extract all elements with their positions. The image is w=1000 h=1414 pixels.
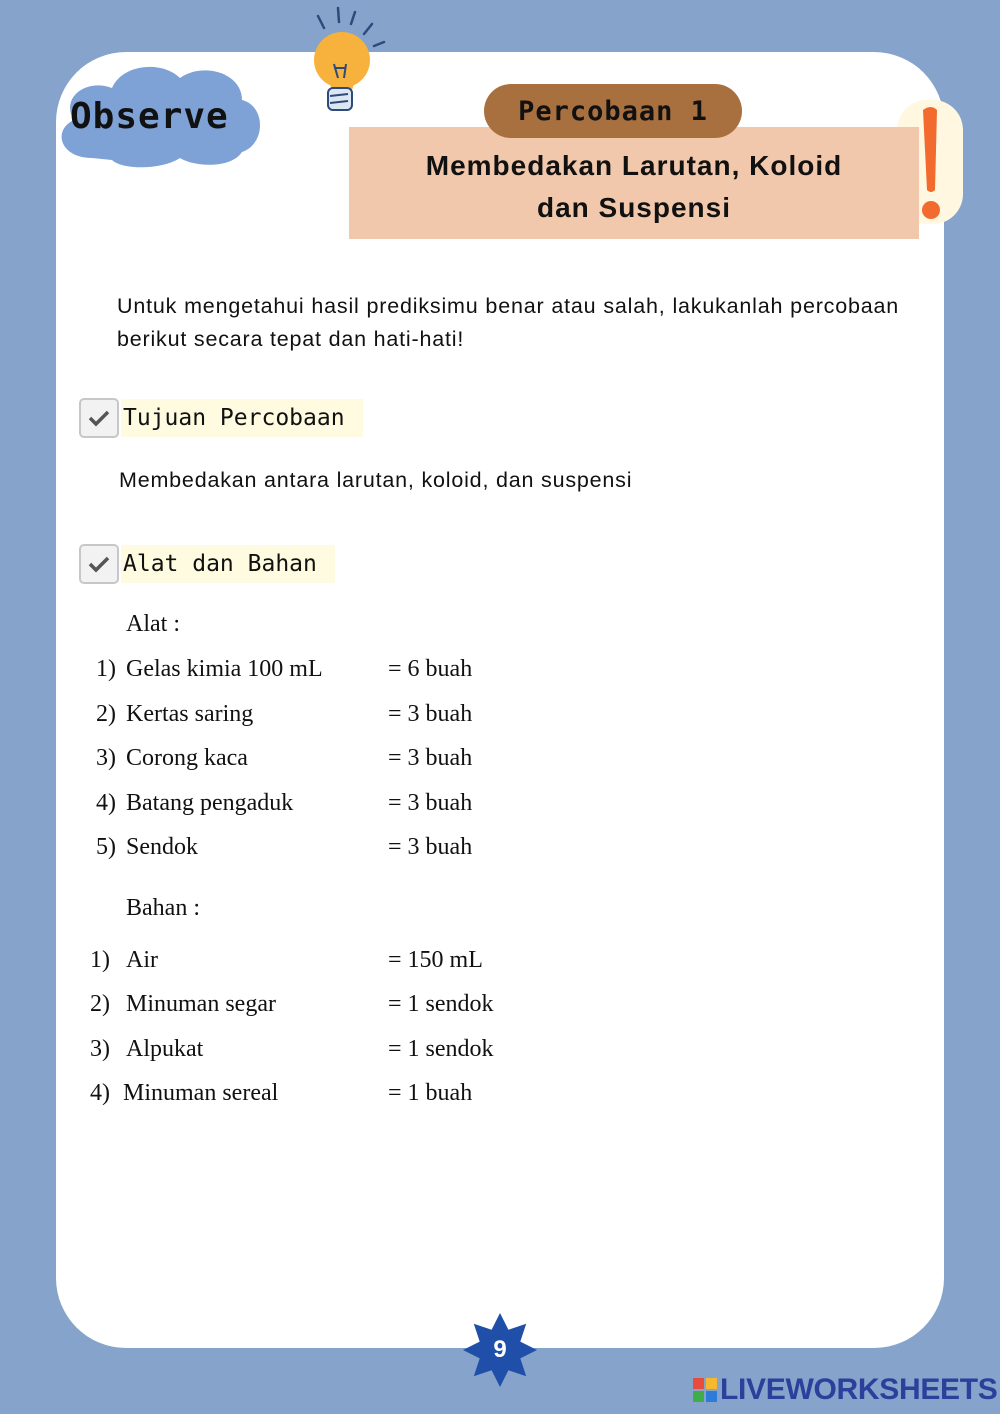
item-quantity: = 3 buah [388, 790, 473, 816]
item-number: 1) [90, 947, 110, 973]
item-name: Corong kaca [126, 745, 248, 771]
item-name: Kertas saring [126, 701, 254, 727]
checkmark-icon [79, 544, 119, 584]
item-name: Minuman segar [126, 991, 276, 1017]
item-number: 2) [96, 701, 116, 727]
item-name: Alpukat [126, 1036, 204, 1062]
item-number: 4) [90, 1080, 110, 1106]
materials-section-heading [79, 545, 335, 583]
ingredients-title: Bahan : [126, 895, 200, 921]
liveworksheets-watermark [693, 1372, 998, 1408]
page-number: 9 [493, 1336, 507, 1363]
watermark-text: LIVEWORKSHEETS [720, 1373, 998, 1406]
item-name: Sendok [126, 834, 198, 860]
item-quantity: = 3 buah [388, 834, 473, 860]
tools-title: Alat : [126, 611, 180, 637]
observe-badge: Observe [70, 96, 229, 137]
worksheet-page [56, 52, 944, 1348]
item-quantity: = 1 sendok [388, 1036, 494, 1062]
item-quantity: = 3 buah [388, 701, 473, 727]
item-number: 1) [96, 656, 116, 682]
aim-heading: Tujuan Percobaan [121, 399, 363, 437]
item-quantity: = 1 buah [388, 1080, 473, 1106]
aim-text: Membedakan antara larutan, koloid, dan suspensi [119, 468, 633, 492]
item-quantity: = 150 mL [388, 947, 483, 973]
materials-heading: Alat dan Bahan [121, 545, 335, 583]
item-quantity: = 6 buah [388, 656, 473, 682]
item-number: 5) [96, 834, 116, 860]
item-name: Air [126, 947, 158, 973]
item-name: Batang pengaduk [126, 790, 294, 816]
item-name: Minuman sereal [123, 1080, 279, 1106]
title-line-1: Membedakan Larutan, Koloid [425, 150, 843, 181]
item-number: 4) [96, 790, 116, 816]
experiment-label: Percobaan 1 [484, 84, 742, 138]
page-title [349, 127, 919, 239]
item-name: Gelas kimia 100 mL [126, 656, 323, 682]
item-number: 3) [90, 1036, 110, 1062]
light-bulb-icon [300, 4, 395, 119]
item-quantity: = 1 sendok [388, 991, 494, 1017]
liveworksheets-logo-icon [693, 1378, 717, 1402]
intro-text: Untuk mengetahui hasil prediksimu benar atau salah, lakukanlah percobaan berikut secara tepat dan hati-hati! [117, 294, 899, 351]
checkmark-icon [79, 398, 119, 438]
item-quantity: = 3 buah [388, 745, 473, 771]
aim-section-heading [79, 399, 363, 437]
title-line-2: dan Suspensi [536, 192, 732, 223]
item-number: 2) [90, 991, 110, 1017]
item-number: 3) [96, 745, 116, 771]
